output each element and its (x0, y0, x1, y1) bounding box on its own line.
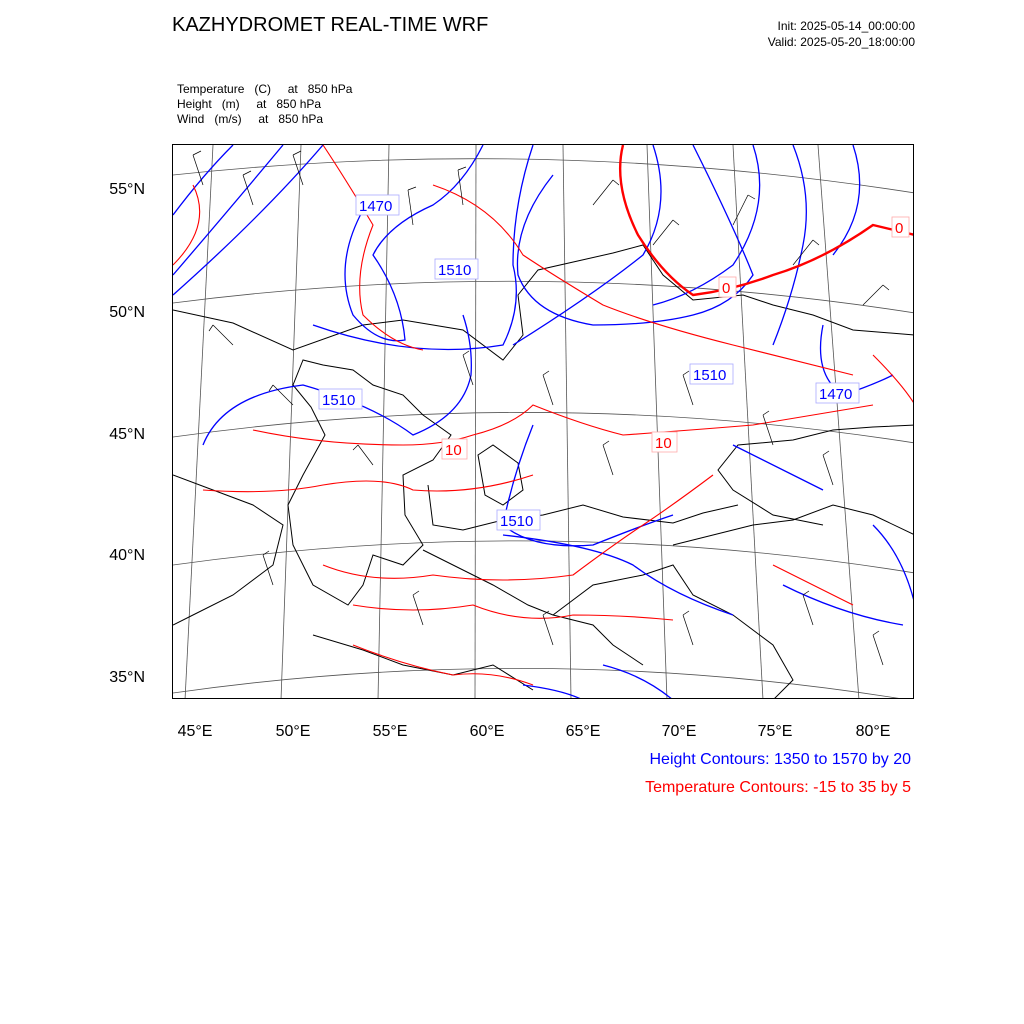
wind-barb (763, 411, 773, 445)
height-contour-label: 1470 (359, 198, 393, 215)
caucasus-border (173, 475, 283, 625)
height-contour (873, 525, 914, 605)
country-borders (173, 245, 914, 699)
valid-time: Valid: 2025-05-20_18:00:00 (767, 35, 915, 49)
wind-barb (243, 171, 253, 205)
parallel-40n (173, 541, 914, 573)
wind-barb (683, 611, 693, 645)
temperature-contour-label: 10 (655, 435, 672, 452)
height-contour (173, 145, 283, 275)
height-contour-label: 1510 (438, 262, 472, 279)
wind-barb (413, 591, 423, 625)
kazakhstan-russia-border (173, 245, 914, 360)
lon-label-75e: 75°E (757, 723, 793, 740)
map-panel[interactable] (172, 144, 914, 699)
height-contour-label: 1510 (322, 392, 356, 409)
wind-barb (543, 611, 553, 645)
legend-temperature-contours: Temperature Contours: -15 to 35 by 5 (645, 779, 911, 796)
meridian-60e (475, 145, 476, 699)
temperature-contour (323, 145, 423, 350)
meridian-80e (818, 145, 859, 699)
temperature-contour (873, 355, 914, 405)
temperature-contour-zero (620, 145, 914, 295)
wind-barb (408, 187, 416, 225)
height-contour (733, 445, 823, 490)
lon-label-50e: 50°E (275, 723, 311, 740)
caspian-coast (288, 360, 451, 605)
temperature-contour-label: 0 (722, 280, 731, 297)
tajik-kyrgyz-border (673, 505, 914, 545)
meridian-55e (378, 145, 389, 699)
iran-turkmenistan-border (313, 635, 533, 690)
wind-barb (873, 631, 883, 665)
chart-title: KAZHYDROMET REAL-TIME WRF (172, 14, 489, 36)
meridian-50e (281, 145, 301, 699)
aral-sea-coast (478, 445, 523, 505)
height-contour-label: 1470 (819, 386, 853, 403)
lat-label-45n: 45°N (109, 426, 145, 443)
wind-barb (823, 451, 833, 485)
height-contour-label: 1510 (500, 513, 534, 530)
parallel-35n (173, 668, 914, 699)
temperature-contour-label: 10 (445, 442, 462, 459)
field-wind-label: Wind (m/s) at 850 hPa (177, 112, 324, 126)
meridian-75e (733, 145, 763, 699)
kazakhstan-china-border (718, 425, 914, 525)
lon-label-70e: 70°E (661, 723, 697, 740)
wind-barb (269, 385, 293, 405)
parallel-50n (173, 281, 914, 313)
wind-barb (593, 180, 619, 205)
init-time: Init: 2025-05-14_00:00:00 (777, 19, 915, 33)
kazakhstan-southern-border (428, 485, 738, 530)
height-contour-label: 1510 (693, 367, 727, 384)
height-contour-labels (319, 195, 859, 530)
temperature-contour-labels (442, 217, 909, 459)
height-contour (345, 145, 483, 341)
height-contour (513, 145, 661, 345)
lat-label-55n: 55°N (109, 181, 145, 198)
wind-barb (863, 285, 889, 305)
wind-barb (793, 240, 819, 265)
lat-label-40n: 40°N (109, 547, 145, 564)
wind-barb (263, 551, 273, 585)
map-canvas (173, 145, 914, 699)
lon-label-80e: 80°E (855, 723, 891, 740)
lon-label-60e: 60°E (469, 723, 505, 740)
field-temperature-label: Temperature (C) at 850 hPa (177, 82, 353, 96)
wind-barb (353, 445, 373, 465)
lon-label-55e: 55°E (372, 723, 408, 740)
meridian-45e (185, 145, 213, 699)
temperature-contour (353, 645, 533, 685)
height-contour (833, 145, 860, 255)
height-contour (783, 585, 903, 625)
height-contour (503, 535, 733, 615)
temperature-contour-label: 0 (895, 220, 904, 237)
wind-barb (603, 441, 613, 475)
height-contour (313, 145, 533, 350)
meridian-70e (647, 145, 667, 699)
lon-label-45e: 45°E (177, 723, 213, 740)
temperature-contour (253, 405, 873, 445)
wind-barb (209, 325, 233, 345)
lat-label-35n: 35°N (109, 669, 145, 686)
height-contour (523, 685, 583, 699)
wind-barb (293, 151, 303, 185)
wind-barb (543, 371, 553, 405)
field-height-label: Height (m) at 850 hPa (177, 97, 322, 111)
legend-height-contours: Height Contours: 1350 to 1570 by 20 (649, 751, 911, 768)
temperature-contour (353, 605, 673, 620)
lat-label-50n: 50°N (109, 304, 145, 321)
wind-barb (193, 151, 203, 185)
height-contour (173, 145, 233, 215)
lon-label-65e: 65°E (565, 723, 601, 740)
